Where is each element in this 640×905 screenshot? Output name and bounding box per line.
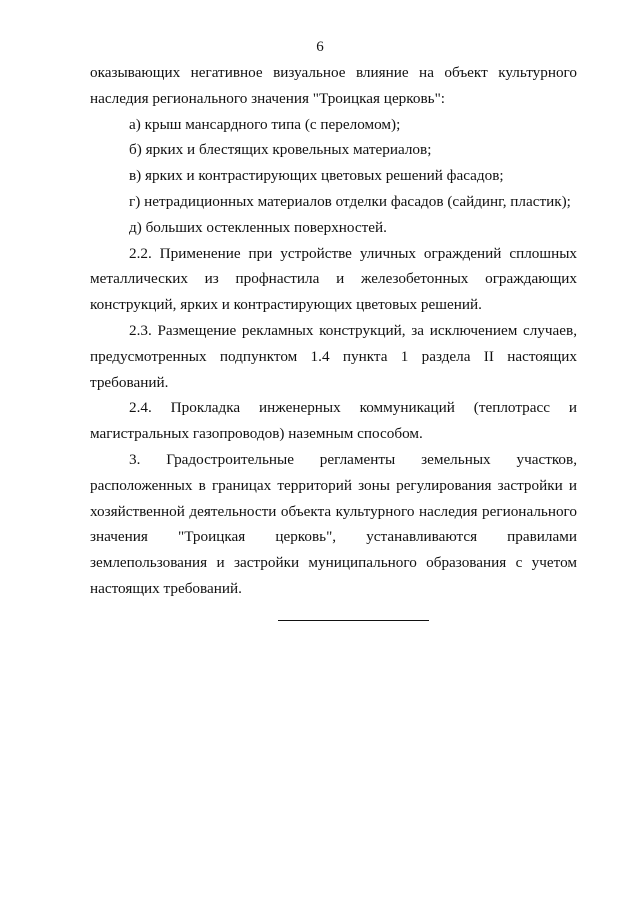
clause-2-4: 2.4. Прокладка инженерных коммуникаций (теплотрасс и магистральных газопроводов) наземным способом. <box>90 399 577 443</box>
list-item-e: д) больших остекленных поверхностей. <box>129 218 387 236</box>
clause-2-3: 2.3. Размещение рекламных конструкций, за исключением случаев, предусмотренных подпунктом 1.4 пункта 1 раздела II настоящих требований. <box>90 321 577 391</box>
paragraph-continuation: оказывающих негативное визуальное влияние на объект культурного наследия регионального значения "Троицкая церковь": <box>90 64 577 107</box>
page-number: 6 <box>316 39 324 55</box>
closing-separator-line <box>278 620 429 621</box>
list-item-a: а) крыш мансардного типа (с переломом); <box>129 115 401 133</box>
document-body <box>90 60 577 602</box>
list-item-c: в) ярких и контрастирующих цветовых решений фасадов; <box>129 167 504 185</box>
list-item-b: б) ярких и блестящих кровельных материалов; <box>129 141 432 159</box>
list-item-d: г) нетрадиционных материалов отделки фасадов (сайдинг, пластик); <box>129 192 571 210</box>
clause-2-2: 2.2. Применение при устройстве уличных ограждений сплошных металлических из профнастила и железобетонных ограждающих конструкций, ярких и контрастирующих цветовых решений. <box>90 244 577 314</box>
clause-3: 3. Градостроительные регламенты земельных участков, расположенных в границах территорий зоны регулирования застройки и хозяйственной деятельности объекта культурного наследия регионального значения "Троицкая церковь", устанавливаются правилами землепользования и застройки муниципального образования с учетом настоящих требований. <box>90 450 577 597</box>
